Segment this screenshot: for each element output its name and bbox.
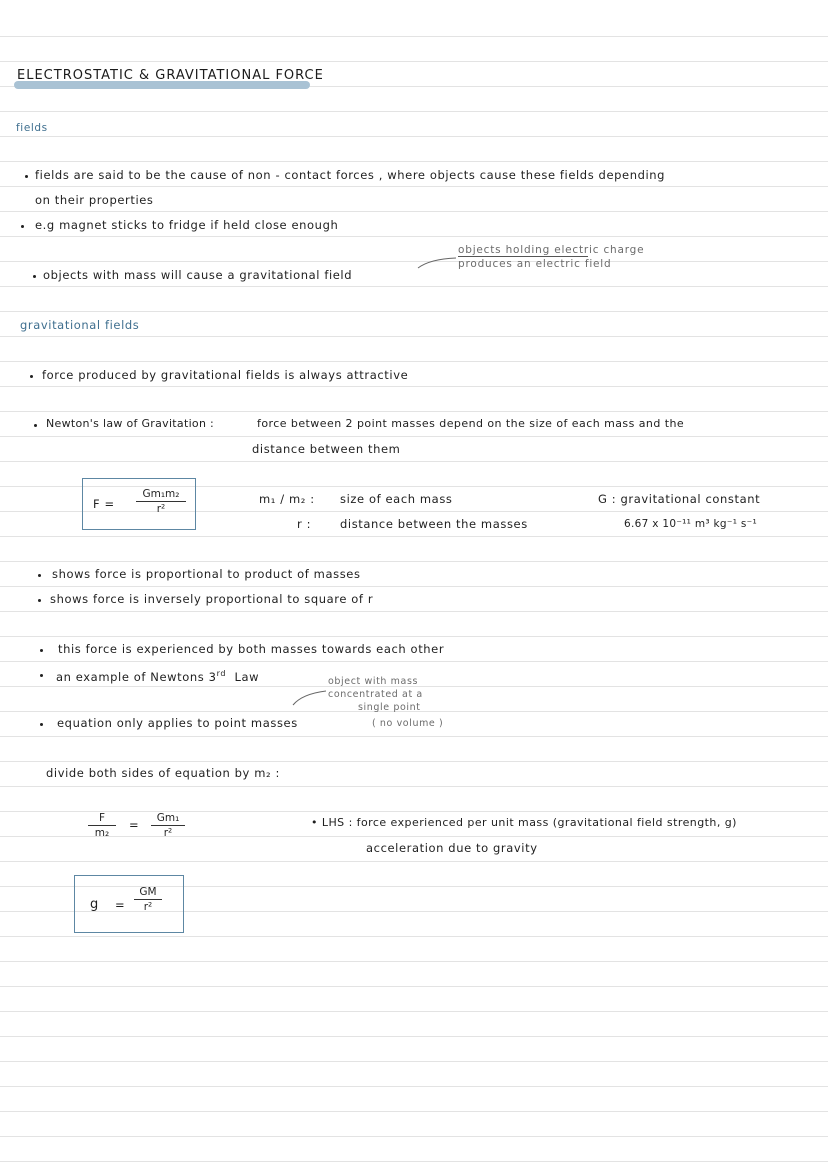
def-G-text: G : gravitational constant bbox=[598, 492, 761, 506]
formula-numerator: Gm₁m₂ bbox=[136, 488, 186, 502]
section-heading-gravitational-fields: gravitational fields bbox=[20, 318, 140, 332]
def-G-value: 6.67 x 10⁻¹¹ m³ kg⁻¹ s⁻¹ bbox=[624, 518, 757, 530]
bullet-dot bbox=[38, 599, 41, 602]
formula-fraction bbox=[136, 488, 186, 515]
section-heading-fields: fields bbox=[16, 122, 48, 134]
annotation-arrow-icon bbox=[290, 688, 330, 708]
equals-sign: = bbox=[129, 818, 140, 832]
point-mass-note-line-4: ( no volume ) bbox=[372, 718, 444, 729]
equals-sign: = bbox=[115, 898, 126, 912]
fraction-GM-over-r2 bbox=[134, 886, 162, 913]
point-mass-note-line-3: single point bbox=[358, 702, 421, 713]
fraction-den: r² bbox=[143, 901, 153, 913]
grav-bullet-inverse: shows force is inversely proportional to square of r bbox=[50, 592, 374, 606]
electric-field-note-line-2: produces an electric field bbox=[458, 258, 612, 270]
bullet-dot bbox=[30, 375, 33, 378]
point-mass-note-line-1: object with mass bbox=[328, 676, 419, 687]
divide-instruction: divide both sides of equation by m₂ : bbox=[46, 766, 280, 780]
lhs-explanation-line-1: • LHS : force experienced per unit mass (gravitational field strength, g) bbox=[311, 816, 737, 829]
bullet-dot bbox=[33, 275, 36, 278]
page-title: ELECTROSTATIC & GRAVITATIONAL FORCE bbox=[17, 68, 324, 83]
grav-bullet-point-masses: equation only applies to point masses bbox=[57, 716, 298, 730]
electric-field-note-line-1: objects holding electric charge bbox=[458, 244, 645, 256]
grav-bullet-third-law: an example of Newtons 3rd Law bbox=[56, 669, 260, 684]
newtons-law-line-2: distance between them bbox=[252, 442, 401, 456]
point-mass-note-line-2: concentrated at a bbox=[328, 689, 423, 700]
fraction-Gm1-over-r2 bbox=[151, 812, 185, 839]
fields-bullet-1-line-1: fields are said to be the cause of non - contact forces , where objects cause these fields depending bbox=[35, 168, 666, 182]
def-r-text: distance between the masses bbox=[340, 517, 528, 531]
bullet-dot bbox=[40, 674, 43, 677]
fraction-num: F bbox=[88, 812, 116, 826]
def-m-symbol: m₁ / m₂ : bbox=[259, 492, 315, 506]
lhs-explanation-line-2: acceleration due to gravity bbox=[366, 841, 538, 855]
newtons-law-label: Newton's law of Gravitation : bbox=[46, 417, 215, 430]
formula-denominator: r² bbox=[156, 503, 166, 515]
grav-bullet-proportional: shows force is proportional to product of masses bbox=[52, 567, 361, 581]
fraction-den: r² bbox=[163, 827, 173, 839]
bullet-dot bbox=[21, 225, 24, 228]
fields-bullet-1-line-2: on their properties bbox=[35, 193, 154, 207]
bullet-dot bbox=[25, 175, 28, 178]
fraction-num: GM bbox=[134, 886, 162, 900]
fraction-den: m₂ bbox=[94, 827, 110, 839]
newtons-law-line-1: force between 2 point masses depend on the size of each mass and the bbox=[257, 417, 685, 430]
g-symbol: g bbox=[90, 897, 99, 912]
bullet-dot bbox=[40, 649, 43, 652]
grav-bullet-both-masses: this force is experienced by both masses towards each other bbox=[58, 642, 445, 656]
def-m-text: size of each mass bbox=[340, 492, 453, 506]
annotation-arrow-icon bbox=[416, 255, 458, 271]
def-r-symbol: r : bbox=[297, 517, 312, 531]
fields-bullet-2: e.g magnet sticks to fridge if held close enough bbox=[35, 218, 339, 232]
formula-lhs: F = bbox=[93, 497, 115, 511]
bullet-dot bbox=[38, 574, 41, 577]
fraction-F-over-m2 bbox=[88, 812, 116, 839]
bullet-dot bbox=[34, 424, 37, 427]
fields-bullet-3: objects with mass will cause a gravitational field bbox=[43, 268, 353, 282]
bullet-dot bbox=[40, 723, 43, 726]
fraction-num: Gm₁ bbox=[151, 812, 185, 826]
grav-bullet-attractive: force produced by gravitational fields is always attractive bbox=[42, 368, 409, 382]
